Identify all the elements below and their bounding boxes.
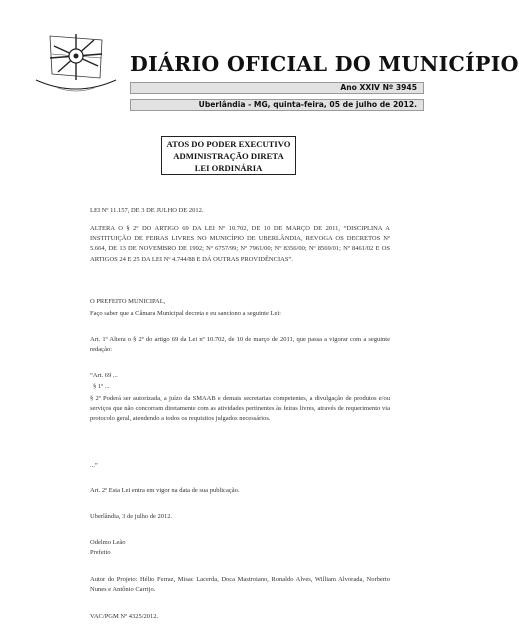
act-header-line-2: ADMINISTRAÇÃO DIRETA <box>173 151 284 161</box>
article-2: Art. 2º Esta Lei entra em vigor na data de sua publicação. <box>90 487 240 494</box>
act-header-line-1: ATOS DO PODER EXECUTIVO <box>166 139 291 149</box>
issue-number-bar: Ano XXIV Nº 3945 <box>130 82 424 94</box>
law-ementa: ALTERA O § 2º DO ARTIGO 69 DA LEI Nº 10.702, DE 10 DE MARÇO DE 2011, “DISCIPLINA A INSTITUIÇÃO DE FEIRAS LIVRES NO MUNICÍPIO DE UBERLÂNDIA, REVOGA OS DECRETOS Nº 5.664, DE 13 DE NOVEMBRO DE 1992; Nº 6757/99; Nº 7961/00; Nº 8356/00; Nº 8569/01; Nº 8461/02 E OS ARTIGOS 24 E 25 DA LEI Nº 4.744/88 E DÁ OUTRAS PROVIDÊNCIAS”. <box>90 225 390 263</box>
quote-opening: “Art. 69 ... <box>90 372 118 379</box>
reference-code: VAC/PGM Nº 4325/2012. <box>90 613 159 620</box>
article-1: Art. 1º Altera o § 2º do artigo 69 da Lei nº 10.702, de 10 de março de 2011, que passa a vigorar com a seguinte redação: <box>90 336 390 354</box>
law-number: LEI Nº 11.157, DE 3 DE JULHO DE 2012. <box>90 207 204 214</box>
municipal-emblem-icon <box>30 28 122 98</box>
quote-closing: ...” <box>90 462 98 469</box>
prefeito-heading: O PREFEITO MUNICIPAL, <box>90 298 166 305</box>
signer-title: Prefeito <box>90 549 111 556</box>
act-header-box <box>161 136 296 175</box>
project-authors: Autor do Projeto: Hélio Ferraz, Misac Lacerda, Doca Mastroiano, Ronaldo Alves, William Alvorada, Norberto Nunes e Antônio Carrijo. <box>90 576 390 594</box>
place-date: Uberlândia, 3 de julho de 2012. <box>90 513 173 520</box>
act-header-line-3: LEI ORDINÁRIA <box>194 163 263 173</box>
enactment-clause: Faço saber que a Câmara Municipal decreta e eu sanciono a seguinte Lei: <box>90 310 281 317</box>
publication-date-bar: Uberlândia - MG, quinta-feira, 05 de julho de 2012. <box>130 99 424 111</box>
signer-name: Odelmo Leão <box>90 539 126 546</box>
paragraph-1: § 1º ... <box>93 383 110 390</box>
paragraph-2: § 2º Poderá ser autorizada, a juízo da SMAAB e demais secretarias competentes, a divulgação de produtos e/ou serviços que não concorram diretamente com as atividades pertinentes às feiras livres, através de requerimento via protocolo geral, atendendo a todos os requisitos julgados necessários. <box>90 395 390 423</box>
newspaper-title: DIÁRIO OFICIAL DO MUNICÍPIO <box>130 52 519 76</box>
